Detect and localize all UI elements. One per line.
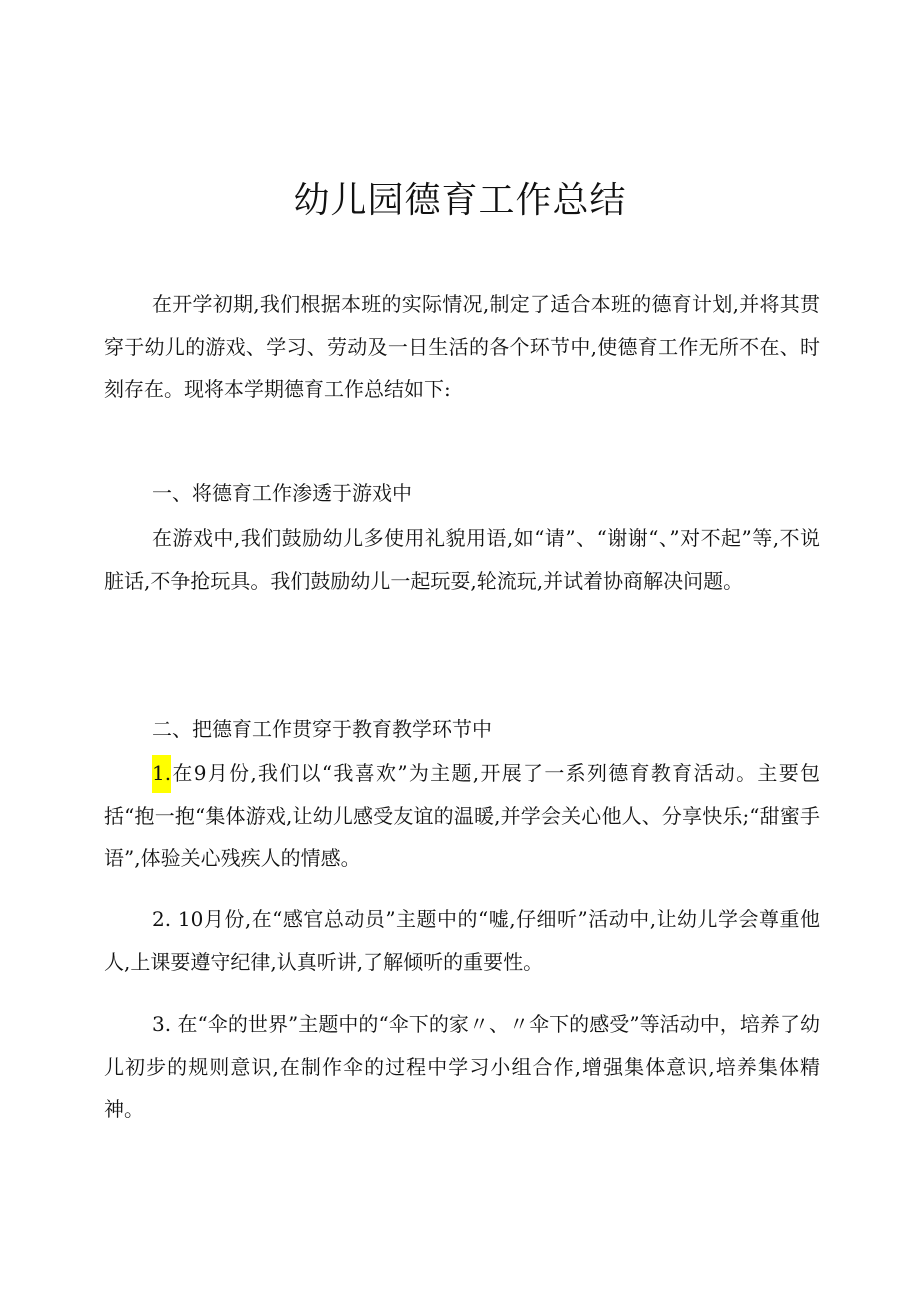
section-2-item-1 (104, 752, 820, 880)
section-1-paragraph: 在游戏中,我们鼓励幼儿多使用礼貌用语,如“请”、“谢谢“、”对不起”等,不说脏话,不争抢玩具。我们鼓励幼儿一起玩耍,轮流玩,并试着协商解决问题。 (104, 526, 820, 593)
section-2-item-2: 2. 10月份,在“感官总动员”主题中的“嘘,仔细听”活动中,让幼儿学会尊重他人,上课要遵守纪律,认真听讲,了解倾听的重要性。 (104, 907, 820, 974)
highlighted-item-number: 1. (152, 755, 171, 793)
item-1-text: 在9月份,我们以“我喜欢”为主题,开展了一系列德育教育活动。主要包括“抱一抱“集体游戏,让幼儿感受友谊的温暖,并学会关心他人、分享快乐;“甜蜜手语”,体验关心残疾人的情感。 (104, 761, 820, 870)
section-1-heading: 一、将德育工作渗透于游戏中 (152, 481, 412, 505)
section-2-heading: 二、把德育工作贯穿于教育教学环节中 (152, 717, 492, 741)
section-2-item-3: 3. 在“伞的世界”主题中的“伞下的家〃、〃伞下的感受”等活动中，培养了幼儿初步的规则意识,在制作伞的过程中学习小组合作,增强集体意识,培养集体精神。 (104, 1012, 820, 1121)
document-title: 幼儿园德育工作总结 (293, 180, 627, 221)
intro-paragraph: 在开学初期,我们根据本班的实际情况,制定了适合本班的德育计划,并将其贯穿于幼儿的游戏、学习、劳动及一日生活的各个环节中,使德育工作无所不在、时刻存在。现将本学期德育工作总结如下: (104, 292, 820, 401)
